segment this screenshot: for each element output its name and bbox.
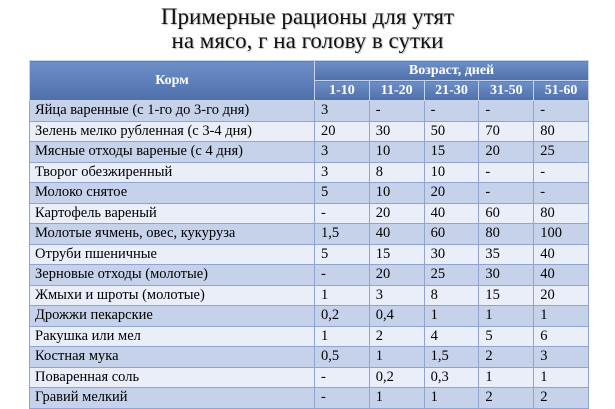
amount-cell: 2 [369, 326, 424, 347]
amount-cell: 0,4 [369, 306, 424, 327]
amount-cell: 30 [424, 244, 479, 265]
feed-name-cell: Яйца варенные (с 1-го до 3-го дня) [30, 101, 315, 122]
amount-cell: 1 [479, 306, 534, 327]
amount-cell: 1 [424, 306, 479, 327]
feed-name-cell: Гравий мелкий [30, 388, 315, 409]
amount-cell: 3 [315, 101, 370, 122]
table-row [30, 326, 589, 347]
title-line-1: Примерные рационы для утят [160, 4, 455, 29]
amount-cell: 0,3 [424, 367, 479, 388]
amount-cell: 10 [424, 162, 479, 183]
amount-cell: 2 [479, 388, 534, 409]
amount-cell: 80 [479, 224, 534, 245]
amount-cell: 40 [424, 203, 479, 224]
feed-name-cell: Костная мука [30, 347, 315, 368]
feed-name-cell: Мясные отходы вареные (с 4 дня) [30, 142, 315, 163]
amount-cell: 25 [534, 142, 589, 163]
amount-cell: 1 [534, 306, 589, 327]
amount-cell: 80 [534, 121, 589, 142]
table-row [30, 162, 589, 183]
amount-cell: - [315, 265, 370, 286]
amount-cell: 40 [369, 224, 424, 245]
amount-cell: 50 [424, 121, 479, 142]
table-row [30, 347, 589, 368]
amount-cell: 20 [369, 265, 424, 286]
amount-cell: - [424, 101, 479, 122]
amount-cell: 10 [369, 183, 424, 204]
amount-cell: 20 [479, 142, 534, 163]
feed-name-cell: Зерновые отходы (молотые) [30, 265, 315, 286]
amount-cell: 30 [369, 121, 424, 142]
amount-cell: - [315, 203, 370, 224]
table-row [30, 142, 589, 163]
amount-cell: 30 [479, 265, 534, 286]
amount-cell: 8 [424, 285, 479, 306]
amount-cell: 1 [534, 367, 589, 388]
amount-cell: 4 [424, 326, 479, 347]
amount-cell: 1 [479, 367, 534, 388]
amount-cell: 0,5 [315, 347, 370, 368]
age-col-header: 21-30 [424, 81, 479, 101]
table-row [30, 367, 589, 388]
age-column-header: Возраст, дней [315, 61, 589, 81]
amount-cell: - [534, 101, 589, 122]
table-row [30, 224, 589, 245]
age-col-header: 51-60 [534, 81, 589, 101]
feed-name-cell: Отруби пшеничные [30, 244, 315, 265]
amount-cell: - [479, 101, 534, 122]
amount-cell: 3 [369, 285, 424, 306]
amount-cell: 15 [369, 244, 424, 265]
amount-cell: 20 [315, 121, 370, 142]
table-row [30, 101, 589, 122]
table-row [30, 388, 589, 409]
amount-cell: 40 [534, 265, 589, 286]
amount-cell: 3 [315, 162, 370, 183]
amount-cell: - [479, 183, 534, 204]
feed-name-cell: Творог обезжиренный [30, 162, 315, 183]
amount-cell: 6 [534, 326, 589, 347]
feed-name-cell: Молоко снятое [30, 183, 315, 204]
amount-cell: 2 [534, 388, 589, 409]
table-header [30, 61, 589, 101]
feed-name-cell: Зелень мелко рубленная (с 3-4 дня) [30, 121, 315, 142]
amount-cell: 80 [534, 203, 589, 224]
amount-cell: 3 [315, 142, 370, 163]
amount-cell: 5 [315, 244, 370, 265]
amount-cell: 2 [479, 347, 534, 368]
table-row [30, 203, 589, 224]
feed-column-header: Корм [30, 61, 315, 101]
table-row [30, 121, 589, 142]
age-col-header: 11-20 [369, 81, 424, 101]
amount-cell: 0,2 [369, 367, 424, 388]
amount-cell: 100 [534, 224, 589, 245]
table-body [30, 101, 589, 409]
amount-cell: 20 [369, 203, 424, 224]
amount-cell: 40 [534, 244, 589, 265]
table-row [30, 183, 589, 204]
ration-table [29, 60, 589, 409]
amount-cell: 70 [479, 121, 534, 142]
amount-cell: 15 [424, 142, 479, 163]
feed-name-cell: Картофель вареный [30, 203, 315, 224]
amount-cell: 1 [315, 285, 370, 306]
amount-cell: - [534, 183, 589, 204]
amount-cell: 1,5 [424, 347, 479, 368]
amount-cell: 0,2 [315, 306, 370, 327]
feed-name-cell: Ракушка или мел [30, 326, 315, 347]
title-line-2: на мясо, г на голову в сутки [171, 28, 444, 53]
age-col-header: 1-10 [315, 81, 370, 101]
amount-cell: 5 [479, 326, 534, 347]
amount-cell: 8 [369, 162, 424, 183]
amount-cell: 25 [424, 265, 479, 286]
amount-cell: 1 [369, 388, 424, 409]
table-row [30, 244, 589, 265]
amount-cell: - [315, 388, 370, 409]
age-col-header: 31-50 [479, 81, 534, 101]
amount-cell: - [534, 162, 589, 183]
amount-cell: - [479, 162, 534, 183]
feed-name-cell: Поваренная соль [30, 367, 315, 388]
table-row [30, 265, 589, 286]
amount-cell: 5 [315, 183, 370, 204]
amount-cell: 35 [479, 244, 534, 265]
feed-name-cell: Дрожжи пекарские [30, 306, 315, 327]
amount-cell: - [369, 101, 424, 122]
amount-cell: 20 [534, 285, 589, 306]
feed-name-cell: Молотые ячмень, овес, кукуруза [30, 224, 315, 245]
amount-cell: 1 [369, 347, 424, 368]
feed-name-cell: Жмыхи и шроты (молотые) [30, 285, 315, 306]
amount-cell: 1 [315, 326, 370, 347]
amount-cell: 3 [534, 347, 589, 368]
amount-cell: 15 [479, 285, 534, 306]
amount-cell: 60 [479, 203, 534, 224]
table-row [30, 306, 589, 327]
amount-cell: - [315, 367, 370, 388]
amount-cell: 1 [424, 388, 479, 409]
amount-cell: 20 [424, 183, 479, 204]
amount-cell: 10 [369, 142, 424, 163]
table-row [30, 285, 589, 306]
amount-cell: 1,5 [315, 224, 370, 245]
amount-cell: 60 [424, 224, 479, 245]
